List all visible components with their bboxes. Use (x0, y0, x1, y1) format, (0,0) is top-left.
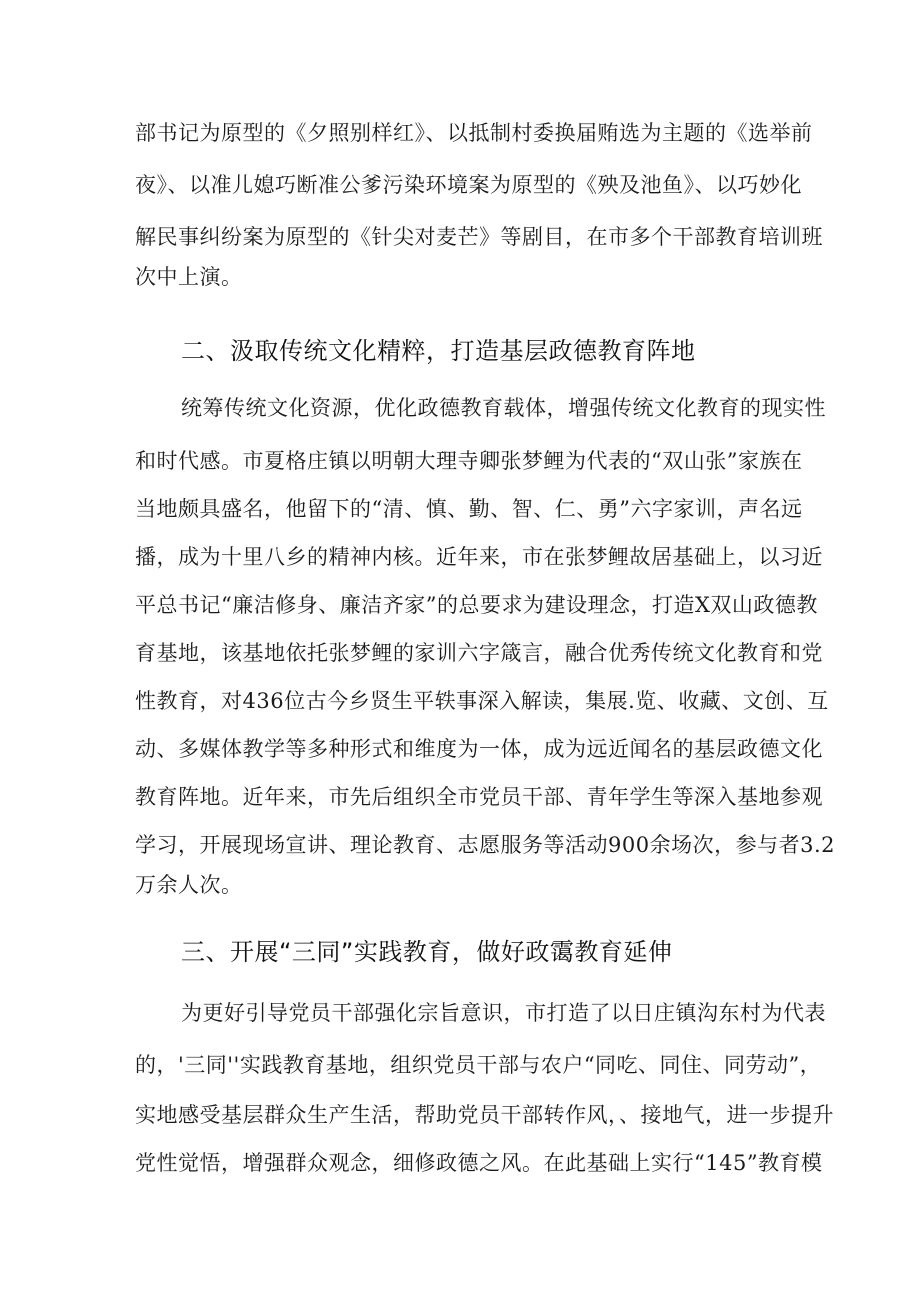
paragraph-line: 播，成为十里八乡的精神内核。近年来，市在张梦鲤故居基础上，以习近 (135, 545, 823, 569)
paragraph-line: 万余人次。 (135, 873, 243, 897)
paragraph-line: 为更好引导党员干部强化宗旨意识，市打造了以日庄镇沟东村为代表 (181, 1001, 826, 1025)
paragraph-line: 党性觉悟，增强群众观念，细修政德之风。在此基础上实行“145”教育模 (135, 1151, 823, 1175)
paragraph-line: 统筹传统文化资源，优化政德教育载体，增强传统文化教育的现实性 (181, 396, 826, 420)
paragraph-line: 夜》、以准儿媳巧断准公爹污染环境案为原型的《殃及池鱼》、以巧妙化 (135, 173, 802, 197)
paragraph-line: 解民事纠纷案为原型的《针尖对麦芒》等剧目，在市多个干部教育培训班 (135, 225, 823, 249)
paragraph-line: 次中上演。 (135, 265, 243, 289)
section-heading: 二、汲取传统文化精粹，打造基层政德教育阵地 (181, 337, 696, 365)
paragraph-line: 当地颇具盛名，他留下的“清、慎、勤、智、仁、勇”六字家训，声名远 (135, 497, 803, 521)
paragraph-line: 和时代感。市夏格庄镇以明朝大理寺卿张梦鲤为代表的“双山张”家族在 (135, 449, 803, 473)
paragraph-line: 教育阵地。近年来，市先后组织全市党员干部、青年学生等深入基地参观 (135, 785, 823, 809)
paragraph-line: 动、多媒体教学等多种形式和维度为一体，成为远近闻名的基层政德文化 (135, 737, 823, 761)
paragraph-line: 育基地，该基地依托张梦鲤的家训六字箴言，融合优秀传统文化教育和党 (135, 641, 823, 665)
section-heading: 三、开展“三同”实践教育，做好政霭教育延伸 (181, 938, 673, 966)
paragraph-line: 平总书记“廉洁修身、廉洁齐家”的总要求为建设理念，打造X双山政德教 (135, 593, 818, 617)
paragraph-line: 部书记为原型的《夕照别样红》、以抵制村委换届贿选为主题的《选举前 (135, 121, 813, 145)
paragraph-line: 学习，开展现场宣讲、理论教育、志愿服务等活动900余场次，参与者3.2 (135, 833, 835, 857)
paragraph-line: 的，'三同''实践教育基地，组织党员干部与农户“同吃、同住、同劳动”， (135, 1053, 822, 1077)
paragraph-line: 实地感受基层群众生产生活，帮助党员干部转作风，、接地气，进一步提升 (135, 1103, 834, 1127)
paragraph-line: 性教育，对436位古今乡贤生平轶事深入解读，集展.览、收藏、文创、互 (135, 689, 829, 713)
